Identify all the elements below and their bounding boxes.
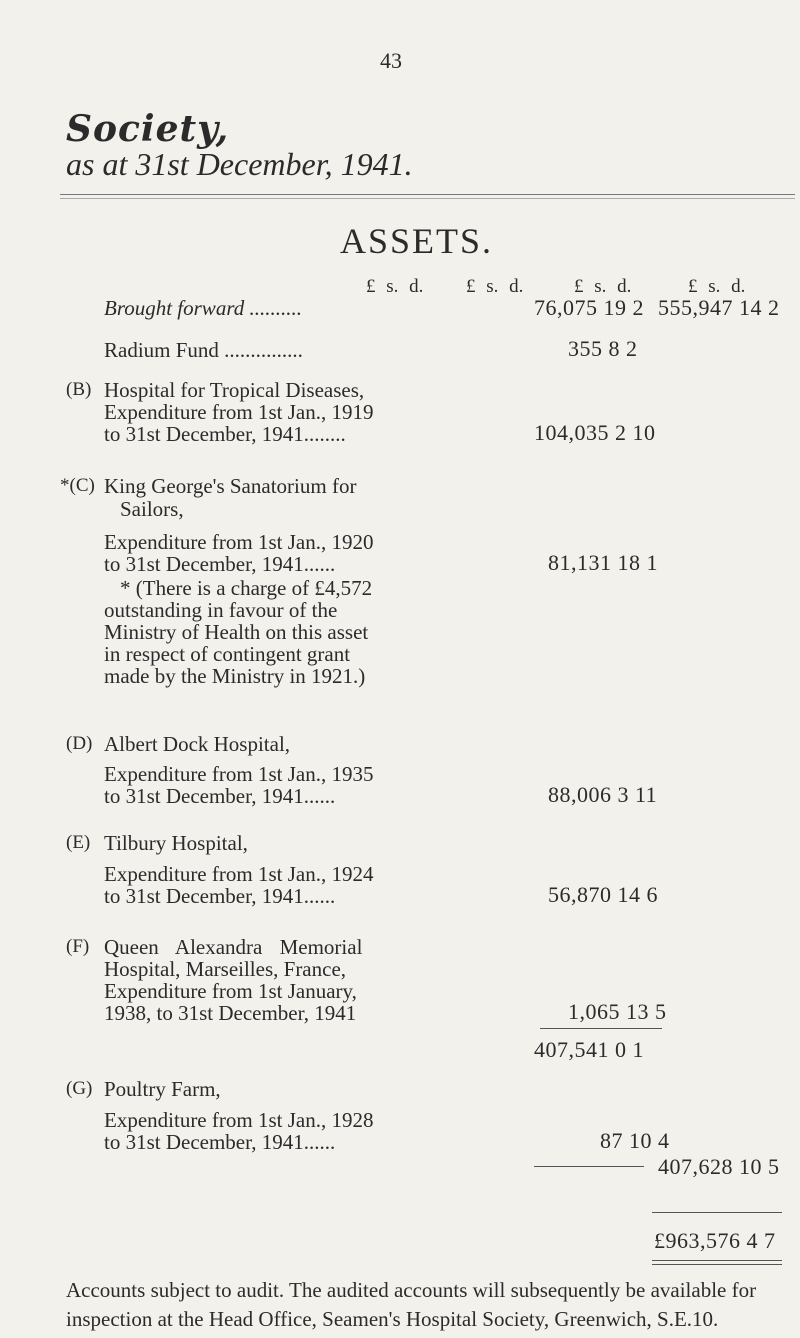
item-b-line-2: Expenditure from 1st Jan., 1919 — [104, 400, 374, 424]
item-g-line-3: to 31st December, 1941...... — [104, 1130, 336, 1154]
item-c-note-line-3: Ministry of Health on this asset — [104, 620, 369, 644]
item-marker-c: *(C) — [60, 475, 95, 496]
header-rule-2 — [60, 198, 795, 199]
item-c-line-3: Expenditure from 1st Jan., 1920 — [104, 530, 374, 554]
item-b-line-3: to 31st December, 1941........ — [104, 422, 346, 446]
item-c-line-4: to 31st December, 1941...... — [104, 552, 336, 576]
item-f-line-2: Hospital, Marseilles, France, — [104, 957, 347, 981]
item-d-line-2: Expenditure from 1st Jan., 1935 — [104, 762, 374, 786]
assets-subtotal: 407,541 0 1 — [534, 1037, 644, 1062]
item-e-line-1: Tilbury Hospital, — [104, 831, 248, 855]
item-marker-g: (G) — [66, 1078, 93, 1099]
grand-total-rule — [652, 1212, 782, 1213]
item-e-amount: 56,870 14 6 — [548, 882, 658, 907]
item-marker-f: (F) — [66, 936, 90, 957]
society-title: Society, — [66, 108, 230, 150]
item-b-amount: 104,035 2 10 — [534, 420, 656, 445]
col-header-2: £ s. d. — [466, 276, 524, 297]
col-header-3: £ s. d. — [574, 276, 632, 297]
item-d-amount: 88,006 3 11 — [548, 782, 658, 807]
audit-note: Accounts subject to audit. The audited accounts will subsequently be available for inspection at the Head Office, Seamen's Hospital Society, Greenwich, S.E.10. — [66, 1278, 757, 1331]
item-g-line-2: Expenditure from 1st Jan., 1928 — [104, 1108, 374, 1132]
brought-forward-amount: 76,075 19 2 — [534, 295, 644, 320]
item-c-note-line-1: * (There is a charge of £4,572 — [120, 576, 373, 600]
item-b-line-1: Hospital for Tropical Diseases, — [104, 378, 365, 402]
item-e-line-3: to 31st December, 1941...... — [104, 884, 336, 908]
subtotal-rule — [540, 1028, 662, 1029]
assets-heading: ASSETS. — [340, 221, 494, 261]
assets-grand-total: £963,576 4 7 — [654, 1228, 776, 1253]
radium-fund-amount: 355 8 2 — [568, 336, 638, 361]
carry-dash-rule — [534, 1166, 644, 1167]
item-c-note-line-4: in respect of contingent grant — [104, 642, 351, 666]
col-header-1: £ s. d. — [366, 276, 424, 297]
item-g-amount: 87 10 4 — [600, 1128, 670, 1153]
item-d-line-3: to 31st December, 1941...... — [104, 784, 336, 808]
item-e-line-2: Expenditure from 1st Jan., 1924 — [104, 862, 374, 886]
brought-forward-label: Brought forward .......... — [104, 296, 302, 320]
item-marker-e: (E) — [66, 832, 91, 853]
brought-forward-total: 555,947 14 2 — [658, 295, 780, 320]
grand-total-double-rule — [652, 1260, 782, 1265]
item-f-line-3: Expenditure from 1st January, — [104, 979, 357, 1003]
item-f-line-1: Queen Alexandra Memorial — [104, 935, 363, 959]
item-f-line-4: 1938, to 31st December, 1941 — [104, 1001, 357, 1025]
balance-date-subtitle: as at 31st December, 1941. — [66, 146, 413, 182]
item-c-note-line-2: outstanding in favour of the — [104, 598, 338, 622]
item-c-note-line-5: made by the Ministry in 1921.) — [104, 664, 366, 688]
header-rule — [60, 194, 795, 195]
item-c-amount: 81,131 18 1 — [548, 550, 658, 575]
item-g-line-1: Poultry Farm, — [104, 1077, 221, 1101]
assets-carried-total: 407,628 10 5 — [658, 1154, 780, 1179]
page-number: 43 — [380, 48, 402, 73]
item-d-line-1: Albert Dock Hospital, — [104, 732, 291, 756]
item-c-line-1: King George's Sanatorium for — [104, 474, 357, 498]
item-marker-b: (B) — [66, 379, 92, 400]
item-f-amount: 1,065 13 5 — [568, 999, 667, 1024]
item-marker-d: (D) — [66, 733, 93, 754]
radium-fund-label: Radium Fund ............... — [104, 338, 303, 362]
col-header-4: £ s. d. — [688, 276, 746, 297]
item-c-line-2: Sailors, — [120, 497, 184, 521]
